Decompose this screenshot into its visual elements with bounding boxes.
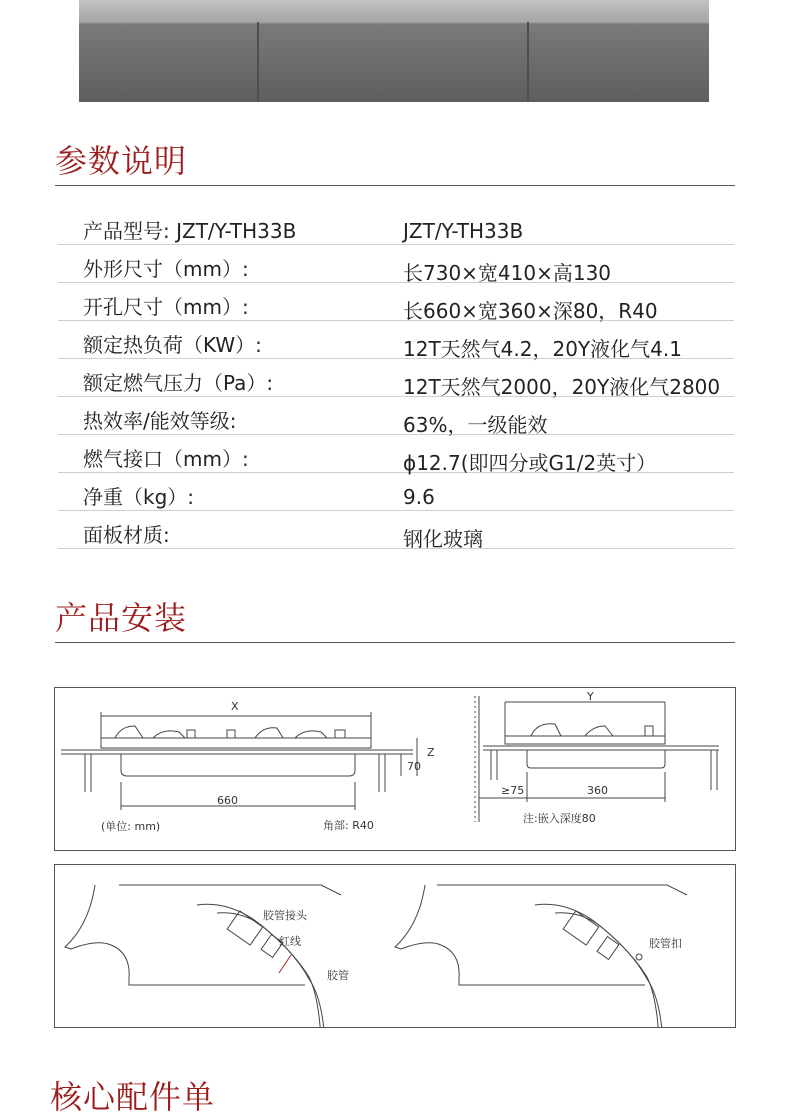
photo-seam	[257, 22, 259, 102]
spec-value: 长660×宽360×深80，R40	[403, 299, 658, 323]
hose-outer-right	[535, 904, 663, 1027]
depth-note: 注:嵌入深度80	[523, 812, 596, 825]
label-hose: 胶管	[327, 969, 349, 982]
label-y: Y	[587, 690, 594, 703]
hob-outline-right	[395, 885, 645, 985]
hob-outline-left	[65, 885, 305, 985]
spec-row	[58, 397, 734, 435]
section-title-install: 产品安装	[55, 599, 188, 637]
spec-row	[58, 511, 734, 549]
spec-label: 产品型号: JZT/Y-TH33B	[83, 219, 297, 243]
product-photo	[79, 0, 709, 102]
install-hose-diagram	[54, 864, 736, 1028]
hose-outer-left	[197, 904, 325, 1027]
burner-right	[255, 728, 283, 738]
burner-left	[115, 726, 143, 738]
unit-note: (单位: mm)	[101, 820, 161, 833]
section-divider	[55, 642, 735, 643]
spec-value: 63%，一级能效	[403, 413, 548, 437]
spec-label: 面板材质:	[83, 523, 170, 547]
spec-row	[58, 283, 734, 321]
spec-label: 热效率/能效等级:	[83, 409, 237, 433]
hob-edge-left	[119, 885, 341, 895]
spec-label: 净重（kg）:	[83, 485, 195, 509]
red-line-mark	[279, 955, 291, 973]
spec-label: 额定热负荷（KW）:	[83, 333, 262, 357]
spec-label: 额定燃气压力（Pa）:	[83, 371, 274, 395]
spec-value: 长730×宽410×高130	[403, 261, 612, 285]
install-dimension-diagram	[54, 687, 736, 851]
section-title-params: 参数说明	[55, 142, 188, 180]
label-360: 360	[587, 784, 608, 797]
label-70: 70	[407, 760, 421, 773]
spec-value: 12T天然气2000，20Y液化气2800	[403, 375, 721, 399]
spec-label: 外形尺寸（mm）:	[83, 257, 249, 281]
hob-body	[121, 754, 355, 776]
spec-value: ϕ12.7(即四分或G1/2英寸）	[403, 451, 657, 475]
hose-drawing	[55, 865, 735, 1027]
label-hose-connector: 胶管接头	[263, 909, 307, 922]
spec-label: 开孔尺寸（mm）:	[83, 295, 249, 319]
section-divider	[55, 185, 735, 186]
spec-value: JZT/Y-TH33B	[403, 219, 524, 243]
spec-value: 12T天然气4.2，20Y液化气4.1	[403, 337, 682, 361]
spec-value: 9.6	[403, 485, 435, 509]
spec-row	[58, 321, 734, 359]
spec-row	[58, 245, 734, 283]
spec-row	[58, 473, 734, 511]
spec-row	[58, 435, 734, 473]
spec-row	[58, 359, 734, 397]
label-x: X	[231, 700, 239, 713]
section-title-parts: 核心配件单	[50, 1078, 216, 1116]
hob-glass-panel	[101, 738, 371, 748]
label-z: Z	[427, 746, 435, 759]
hob-edge-right	[437, 885, 687, 895]
label-75: ≥75	[501, 784, 525, 797]
hob-body-side	[527, 750, 665, 768]
photo-seam	[527, 22, 529, 102]
label-hose-clamp: 胶管扣	[649, 937, 682, 950]
spec-table	[58, 207, 734, 549]
dimension-drawing	[55, 688, 735, 850]
spec-label: 燃气接口（mm）:	[83, 447, 249, 471]
corner-note: 角部: R40	[323, 819, 374, 832]
label-red-line: 红线	[279, 935, 301, 948]
hob-glass-panel-side	[505, 736, 665, 744]
photo-highlight	[79, 0, 709, 22]
label-660: 660	[217, 794, 238, 807]
spec-value: 钢化玻璃	[403, 527, 483, 551]
hose-clamp	[636, 954, 642, 960]
spec-row	[58, 207, 734, 245]
